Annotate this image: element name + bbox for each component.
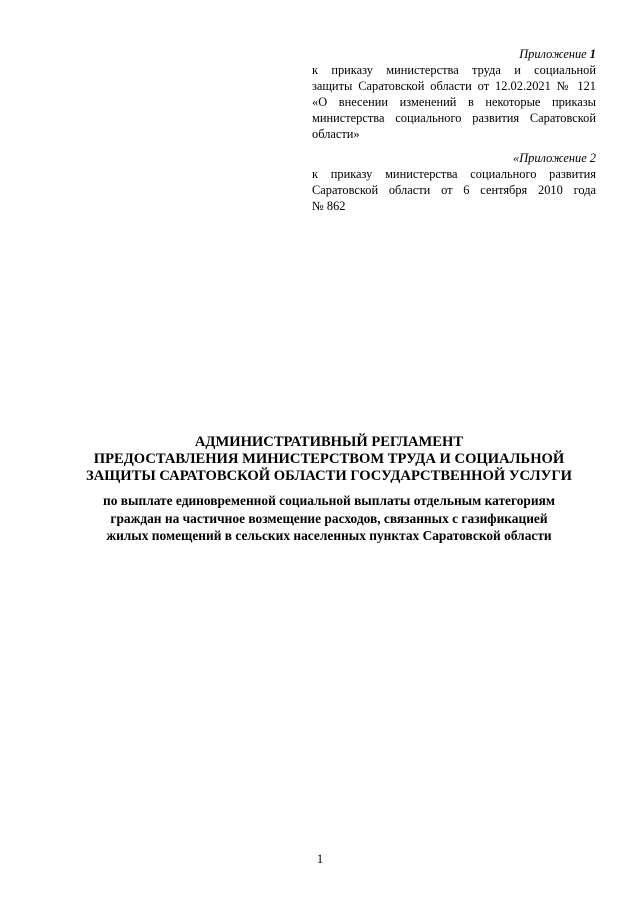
document-subtitle [40, 492, 618, 545]
subtitle-line: по выплате единовременной социальной выплаты отдельным категориям [103, 493, 555, 508]
appendix-2-label: «Приложение 2 [513, 151, 596, 165]
appendix-1-line: к приказу министерства труда и социальной [312, 63, 596, 77]
appendix-1-label [312, 46, 596, 62]
subtitle-line: граждан на частичное возмещение расходов, связанных с газификацией [110, 510, 548, 526]
title-line: АДМИНИСТРАТИВНЫЙ РЕГЛАМЕНТ [194, 434, 464, 450]
appendix-1-line: министерства социального развития Саратовской [312, 111, 596, 125]
appendix-1-line: «О внесении изменений в некоторые приказы [312, 95, 596, 109]
document-title [40, 434, 618, 485]
title-line: ЗАЩИТЫ САРАТОВСКОЙ ОБЛАСТИ ГОСУДАРСТВЕННОЙ УСЛУГИ [86, 468, 572, 484]
appendix-1-label-text: Приложение [519, 47, 587, 61]
subtitle-line: жилых помещений в сельских населенных пунктах Саратовской области [106, 528, 552, 543]
page-number: 1 [316, 852, 324, 866]
appendix-2-block [312, 150, 596, 214]
appendix-2-line: к приказу министерства социального развития [312, 167, 596, 181]
appendix-2-line: Саратовской области от 6 сентября 2010 года [312, 183, 596, 197]
title-line: ПРЕДОСТАВЛЕНИЯ МИНИСТЕРСТВОМ ТРУДА И СОЦИАЛЬНОЙ [93, 451, 565, 467]
appendix-1-line: области» [312, 127, 360, 141]
appendix-1-line: защиты Саратовской области от 12.02.2021 № 121 [312, 79, 596, 93]
appendix-2-text [312, 166, 596, 214]
appendix-1-block [312, 46, 596, 142]
appendix-2-line: № 862 [312, 199, 346, 213]
appendix-1-text [312, 62, 596, 142]
appendix-1-label-number: 1 [589, 47, 596, 61]
